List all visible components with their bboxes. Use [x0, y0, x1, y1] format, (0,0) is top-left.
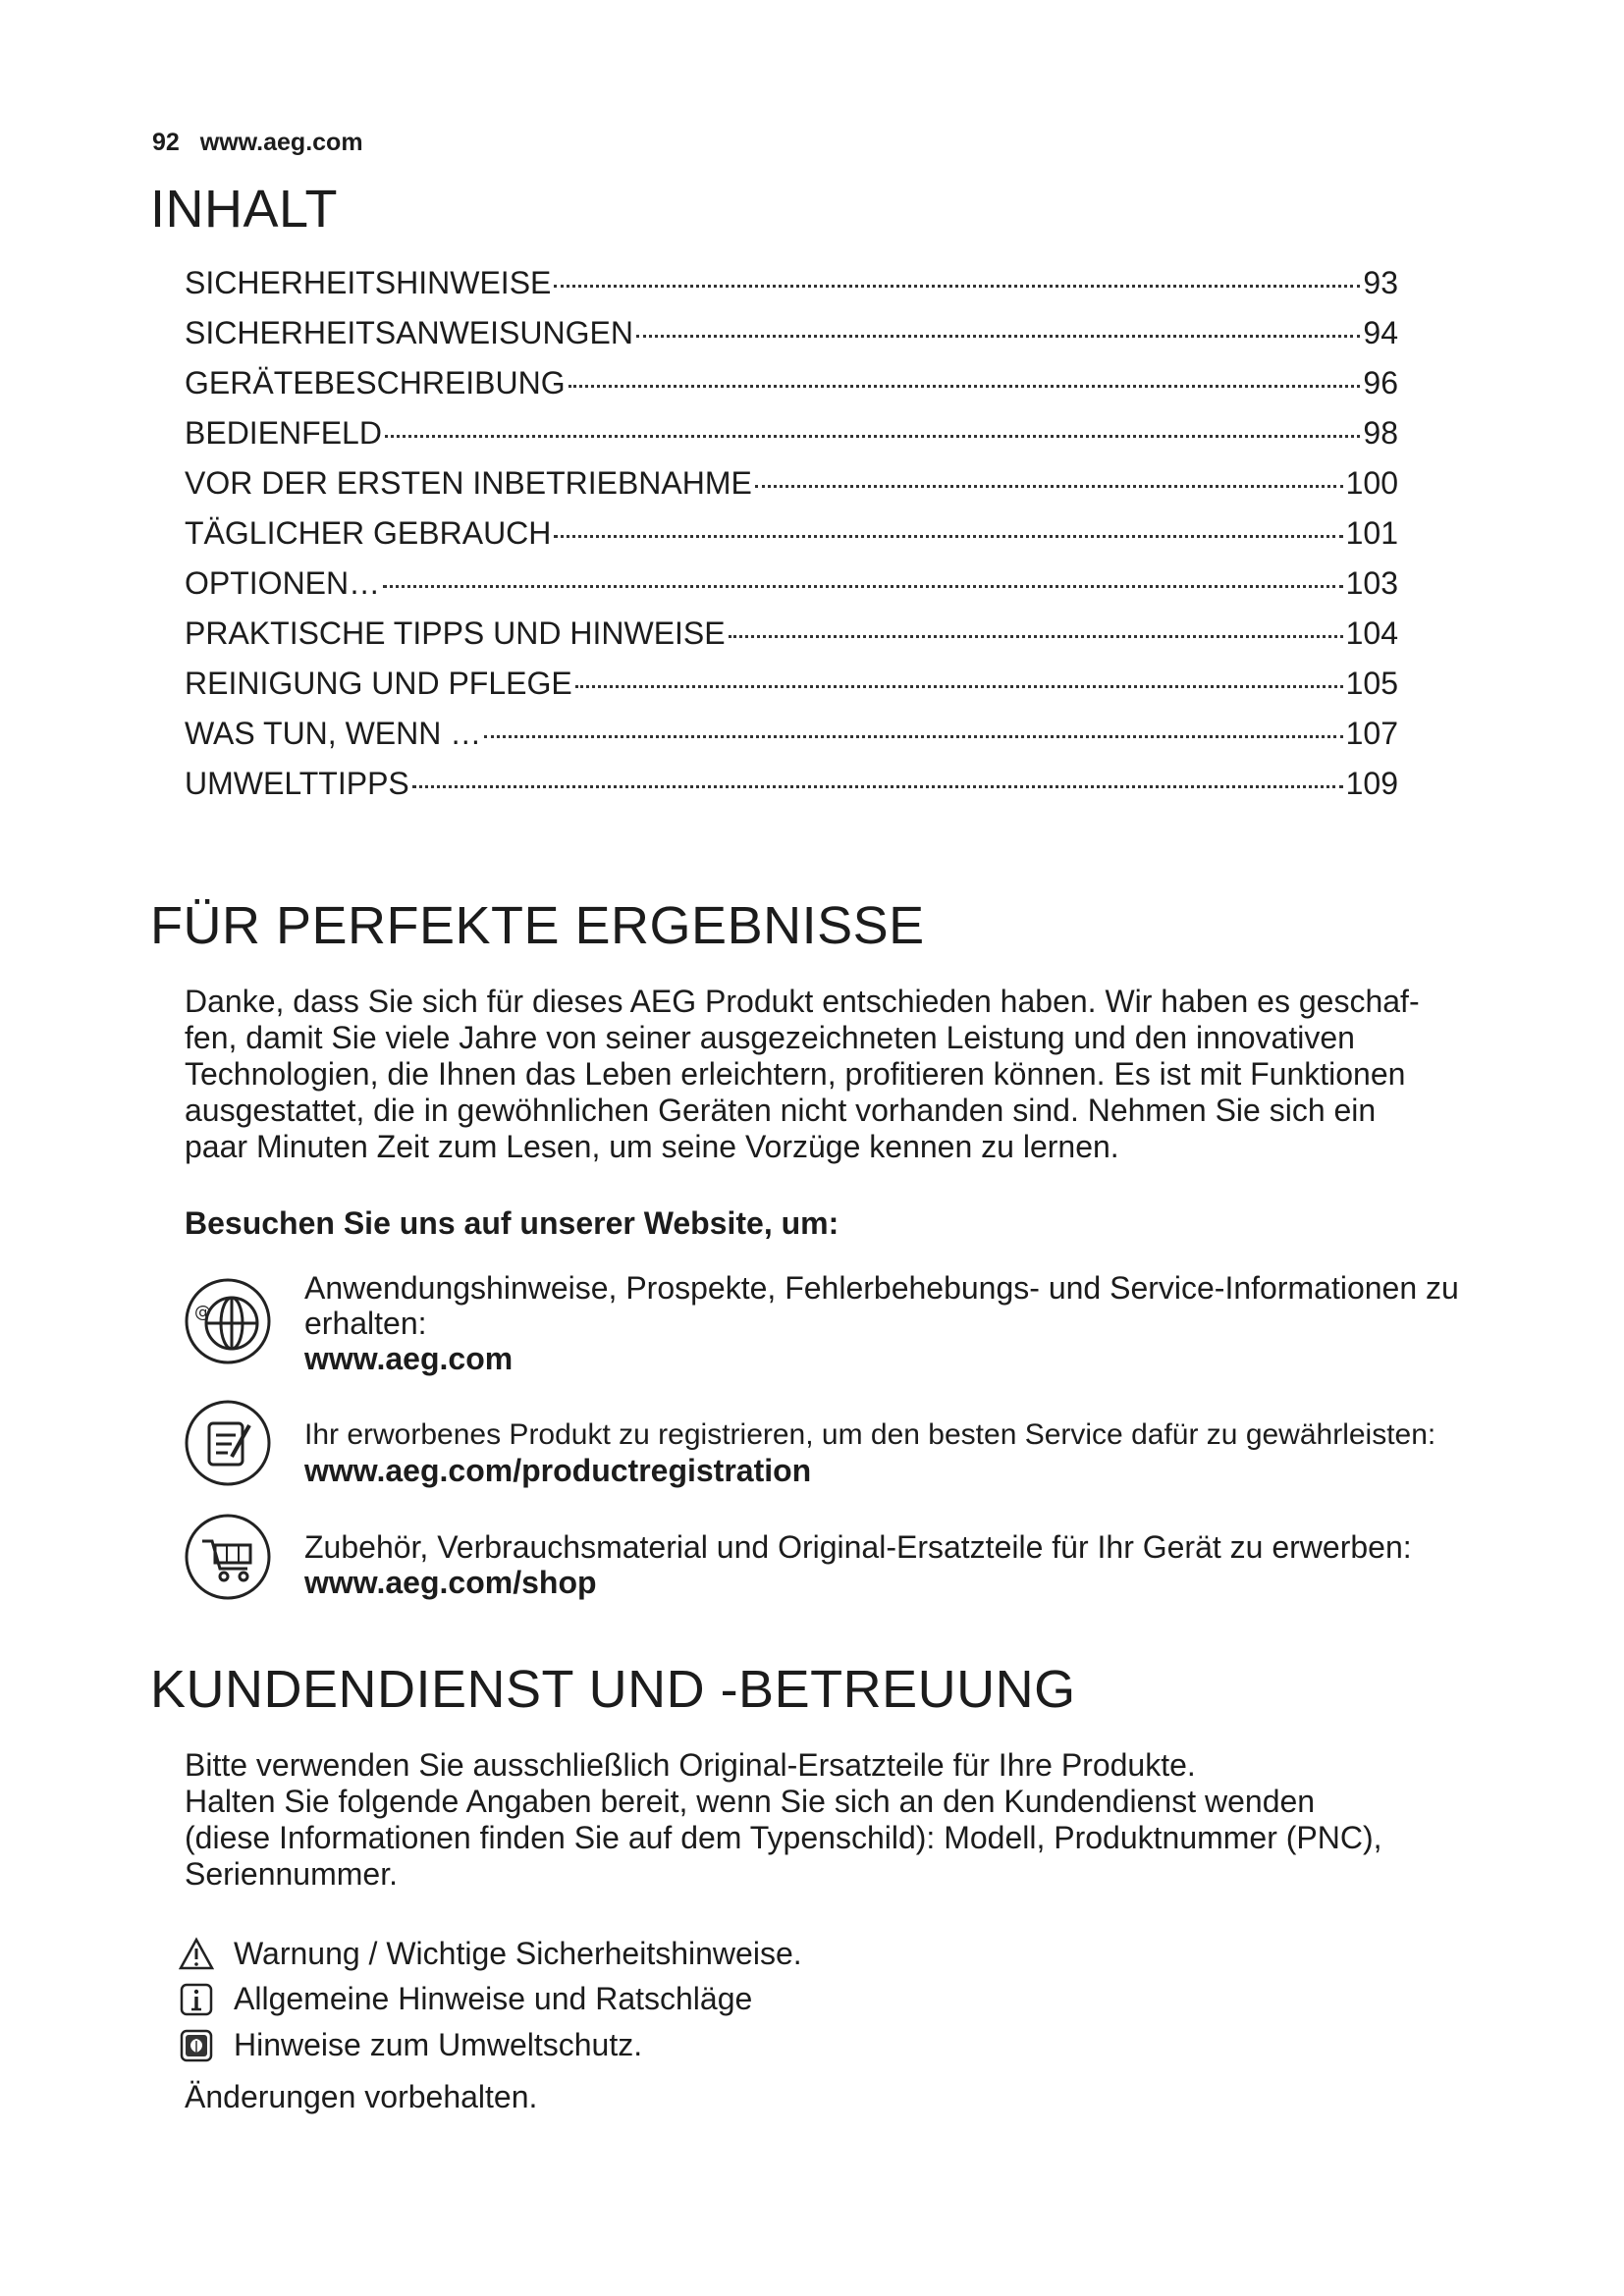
- toc-page: 96: [1363, 365, 1398, 400]
- toc-entry[interactable]: [185, 766, 1398, 816]
- registration-link[interactable]: www.aeg.com/productregistration: [304, 1453, 812, 1488]
- toc-leader: [755, 485, 1343, 488]
- toc-leader: [568, 385, 1361, 388]
- legend-warning: [179, 1936, 802, 1972]
- visit-line: Ihr erworbenes Produkt zu registrieren, um den besten Service dafür zu gewährleisten:: [304, 1418, 1436, 1451]
- toc-leader: [575, 685, 1343, 688]
- info-icon: [179, 1982, 214, 2017]
- service-text: [185, 1747, 1490, 1893]
- intro-line: ausgestattet, die in gewöhnlichen Geräten nicht vorhanden sind. Nehmen Sie sich ein: [185, 1093, 1377, 1128]
- toc-page: 93: [1363, 265, 1398, 300]
- shopping-cart-icon: [183, 1512, 273, 1602]
- results-intro: [185, 984, 1490, 1165]
- toc-label: OPTIONEN…: [185, 565, 381, 601]
- visit-line: erhalten:: [304, 1306, 427, 1341]
- toc-leader: [554, 535, 1342, 538]
- footer-note: Änderungen vorbehalten.: [185, 2079, 538, 2114]
- toc-label: WAS TUN, WENN …: [185, 716, 482, 751]
- toc-leader: [636, 335, 1360, 338]
- toc-entry[interactable]: [185, 515, 1398, 565]
- toc-label: SICHERHEITSANWEISUNGEN: [185, 315, 633, 350]
- toc-page: 94: [1363, 315, 1398, 350]
- toc-page: 109: [1345, 766, 1398, 801]
- toc-entry[interactable]: [185, 666, 1398, 716]
- contents-title: INHALT: [150, 180, 339, 239]
- visit-text: [304, 1529, 1492, 1600]
- visit-text: [304, 1270, 1492, 1376]
- toc-leader: [412, 785, 1343, 788]
- toc-leader: [385, 435, 1360, 438]
- intro-line: Technologien, die Ihnen das Leben erleichtern, profitieren können. Es ist mit Funktionen: [185, 1056, 1406, 1092]
- toc-page: 104: [1345, 615, 1398, 651]
- toc-entry[interactable]: [185, 315, 1398, 365]
- service-line: Seriennummer.: [185, 1856, 398, 1892]
- service-line: Bitte verwenden Sie ausschließlich Original-Ersatzteile für Ihre Produkte.: [185, 1747, 1196, 1783]
- service-line: Halten Sie folgende Angaben bereit, wenn Sie sich an den Kundendienst wenden: [185, 1784, 1316, 1819]
- toc-entry[interactable]: [185, 415, 1398, 465]
- legend-text: Warnung / Wichtige Sicherheitshinweise.: [234, 1936, 802, 1971]
- toc-page: 101: [1345, 515, 1398, 551]
- toc-entry[interactable]: [185, 716, 1398, 766]
- intro-line: paar Minuten Zeit zum Lesen, um seine Vorzüge kennen zu lernen.: [185, 1129, 1119, 1164]
- toc-leader: [729, 635, 1343, 638]
- toc-page: 98: [1363, 415, 1398, 451]
- toc-entry[interactable]: [185, 465, 1398, 515]
- toc-page: 107: [1345, 716, 1398, 751]
- page-number: 92: [152, 129, 180, 156]
- globe-icon: [183, 1276, 273, 1366]
- toc-label: SICHERHEITSHINWEISE: [185, 265, 552, 300]
- visit-line: Zubehör, Verbrauchsmaterial und Original-Ersatzteile für Ihr Gerät zu erwerben:: [304, 1529, 1412, 1565]
- legend-environment: [179, 2027, 642, 2063]
- shop-link[interactable]: www.aeg.com/shop: [304, 1565, 597, 1600]
- toc-leader: [484, 735, 1342, 738]
- results-title: FÜR PERFEKTE ERGEBNISSE: [150, 896, 925, 955]
- intro-line: Danke, dass Sie sich für dieses AEG Produkt entschieden haben. Wir haben es geschaf-: [185, 984, 1420, 1019]
- toc-page: 103: [1345, 565, 1398, 601]
- toc-entry[interactable]: [185, 265, 1398, 315]
- toc-entry[interactable]: [185, 365, 1398, 415]
- toc-label: GERÄTEBESCHREIBUNG: [185, 365, 566, 400]
- environment-icon: [179, 2028, 214, 2063]
- toc-label: PRAKTISCHE TIPPS UND HINWEISE: [185, 615, 726, 651]
- toc-label: UMWELTTIPPS: [185, 766, 409, 801]
- visit-text: [304, 1415, 1492, 1488]
- service-title: KUNDENDIENST UND -BETREUUNG: [150, 1660, 1076, 1719]
- toc-entry[interactable]: [185, 615, 1398, 666]
- toc-leader: [554, 285, 1360, 288]
- toc-entry[interactable]: [185, 565, 1398, 615]
- intro-line: fen, damit Sie viele Jahre von seiner ausgezeichneten Leistung und den innovativen: [185, 1020, 1355, 1055]
- toc-page: 100: [1345, 465, 1398, 501]
- visit-line: Anwendungshinweise, Prospekte, Fehlerbehebungs- und Service-Informationen zu: [304, 1270, 1459, 1306]
- toc-label: REINIGUNG UND PFLEGE: [185, 666, 572, 701]
- toc-label: BEDIENFELD: [185, 415, 382, 451]
- svg-text:@: @: [194, 1303, 211, 1322]
- toc-page: 105: [1345, 666, 1398, 701]
- registration-icon: [183, 1398, 273, 1488]
- toc-label: TÄGLICHER GEBRAUCH: [185, 515, 552, 551]
- service-line: (diese Informationen finden Sie auf dem Typenschild): Modell, Produktnummer (PNC),: [185, 1820, 1382, 1855]
- toc-leader: [383, 585, 1342, 588]
- table-of-contents: [185, 265, 1398, 816]
- visit-heading: Besuchen Sie uns auf unserer Website, um:: [185, 1205, 839, 1241]
- header-website[interactable]: www.aeg.com: [199, 129, 363, 156]
- page-header: [152, 129, 377, 157]
- warning-icon: [179, 1937, 214, 1972]
- legend-info: [179, 1981, 752, 2017]
- website-link[interactable]: www.aeg.com: [304, 1341, 514, 1376]
- toc-label: VOR DER ERSTEN INBETRIEBNAHME: [185, 465, 752, 501]
- legend-text: Hinweise zum Umweltschutz.: [234, 2027, 643, 2062]
- legend-text: Allgemeine Hinweise und Ratschläge: [234, 1981, 753, 2016]
